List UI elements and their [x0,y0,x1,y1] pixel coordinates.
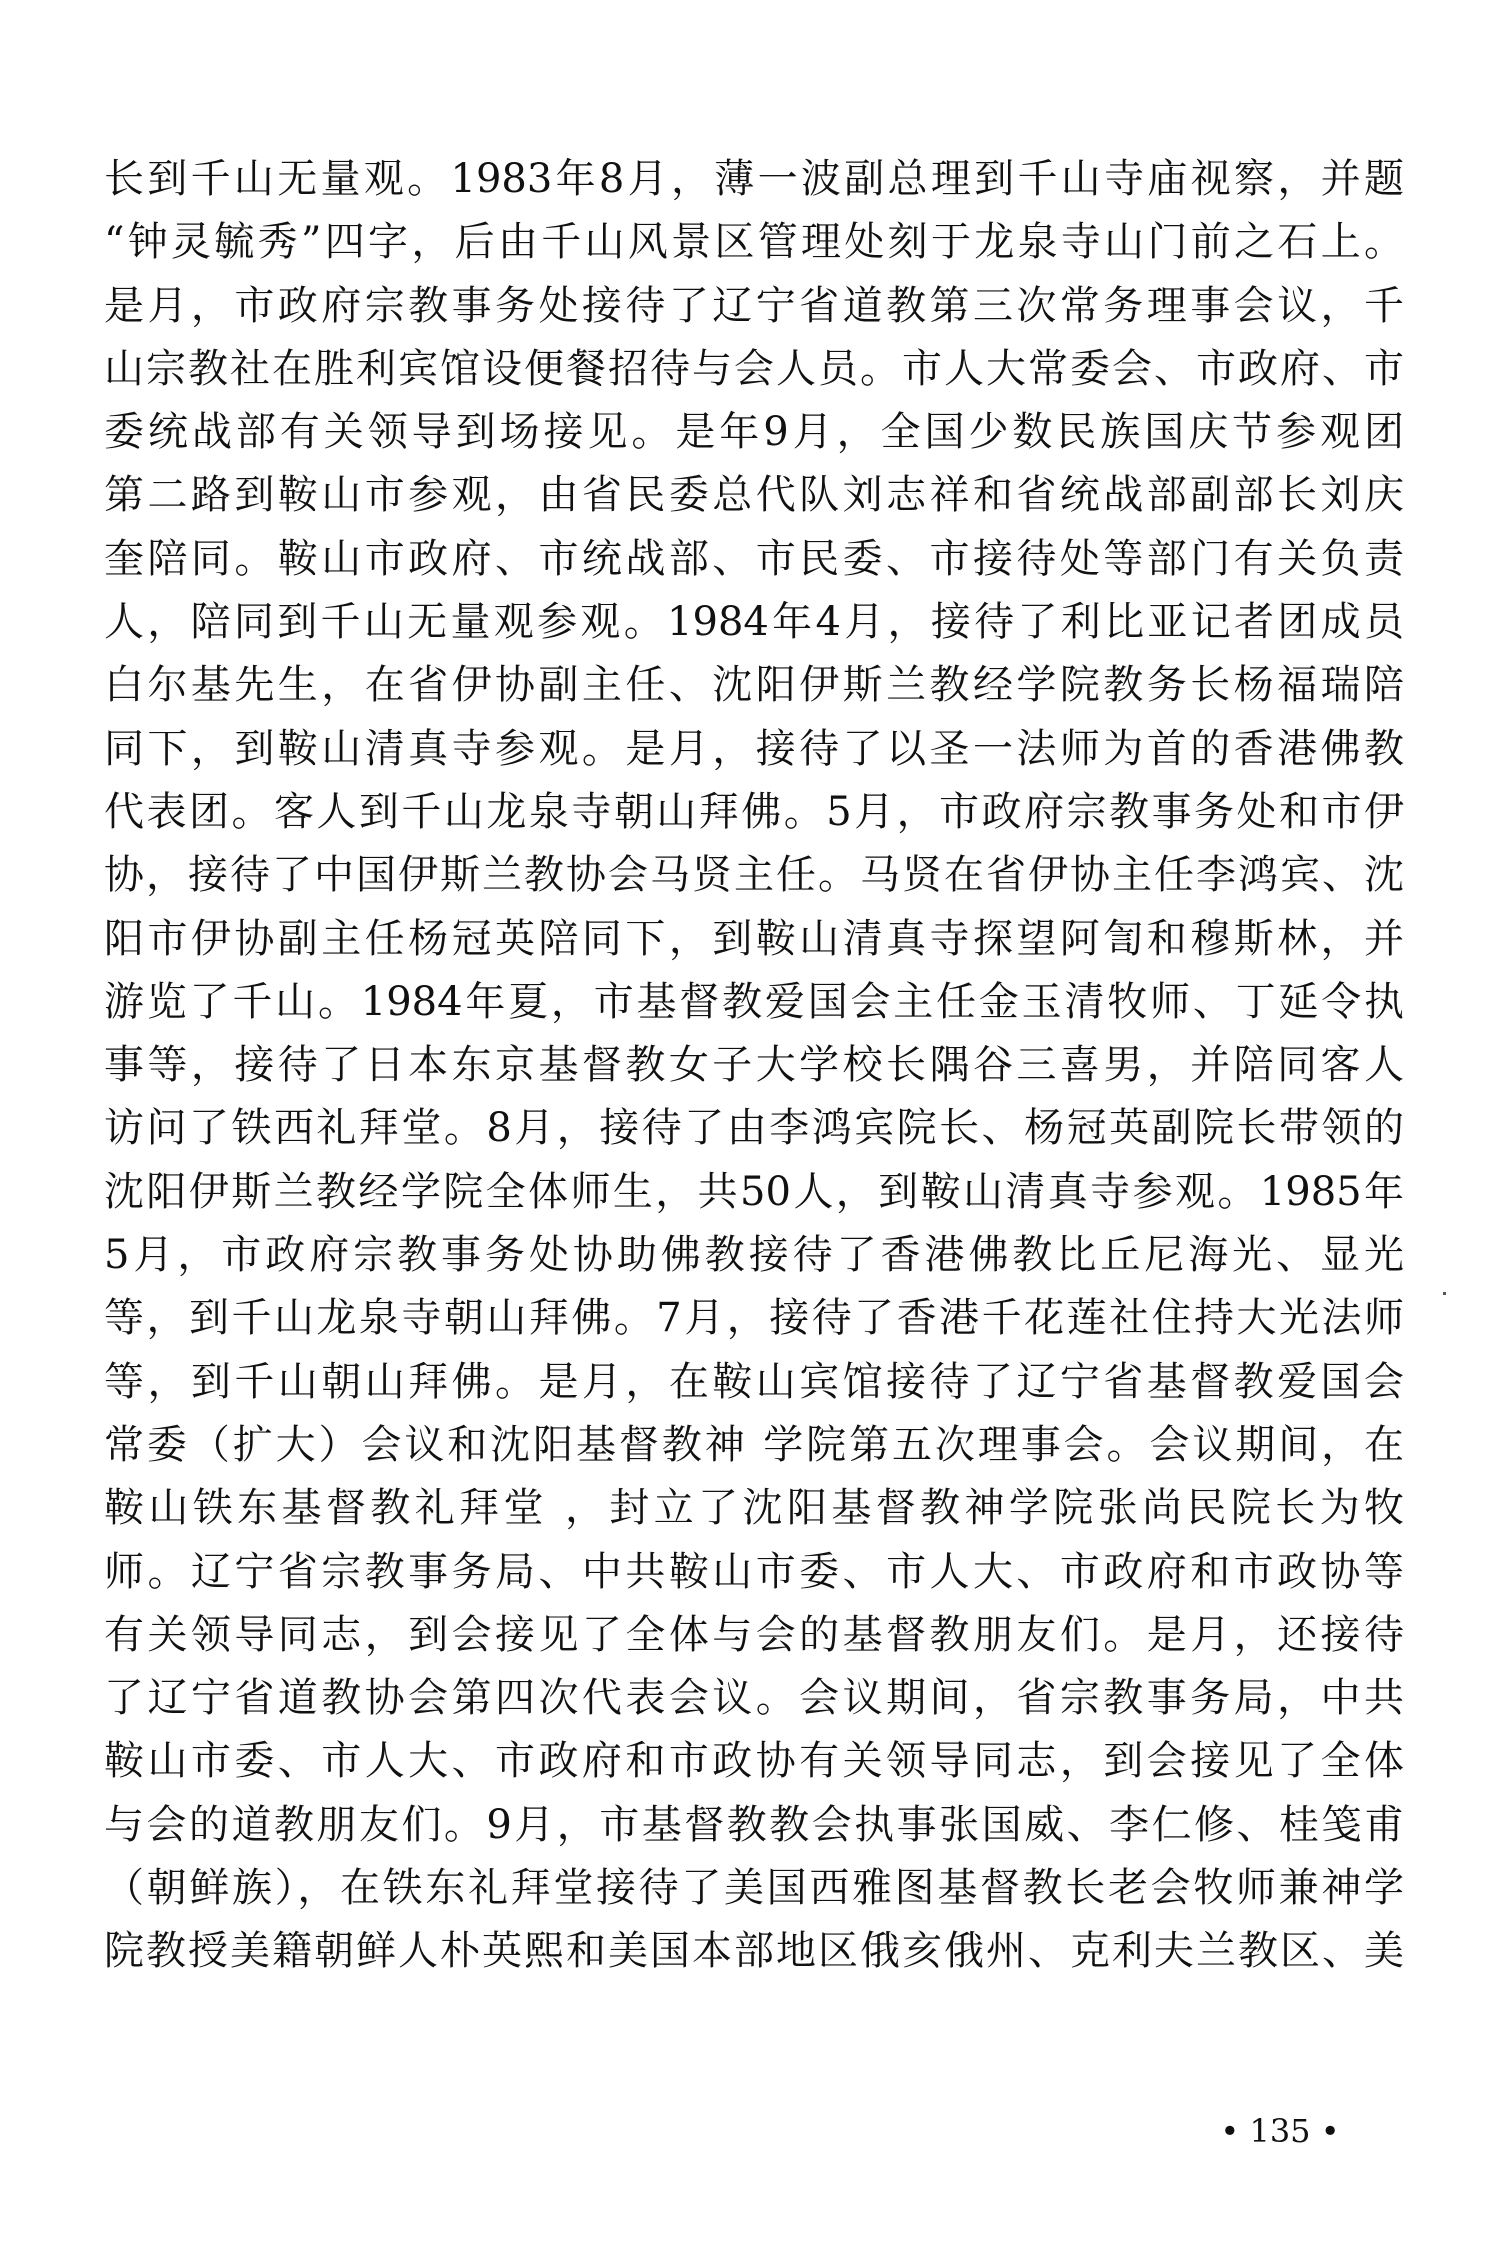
text-line: 访问了铁西礼拜堂。8月，接待了由李鸿宾院长、杨冠英副院长带领的 [104,1105,1404,1152]
text-line: 委统战部有关领导到场接见。是年9月，全国少数民族国庆节参观团 [104,409,1404,456]
text-line: 等，到千山龙泉寺朝山拜佛。7月，接待了香港千花莲社住持大光法师 [104,1295,1404,1342]
text-line: （朝鲜族），在铁东礼拜堂接待了美国西雅图基督教长老会牧师兼神学 [104,1865,1404,1912]
text-line: 游览了千山。1984年夏，市基督教爱国会主任金玉清牧师、丁延令执 [104,978,1404,1025]
scan-speck [1443,1292,1446,1295]
text-line: 了辽宁省道教协会第四次代表会议。会议期间，省宗教事务局，中共 [104,1675,1404,1722]
text-line: “钟灵毓秀”四字，后由千山风景区管理处刻于龙泉寺山门前之石上。 [104,219,1404,266]
text-line: 第二路到鞍山市参观，由省民委总代队刘志祥和省统战部副部长刘庆 [104,472,1404,519]
text-line: 常委（扩大）会议和沈阳基督教神 学院第五次理事会。会议期间，在 [104,1421,1404,1468]
text-line: 奎陪同。鞍山市政府、市统战部、市民委、市接待处等部门有关负责 [104,535,1404,582]
text-line: 与会的道教朋友们。9月，市基督教教会执事张国威、李仁修、桂笺甫 [104,1801,1404,1848]
text-line: 鞍山市委、市人大、市政府和市政协有关领导同志，到会接见了全体 [104,1738,1404,1785]
text-line: 长到千山无量观。1983年8月，薄一波副总理到千山寺庙视察，并题 [104,156,1404,202]
text-line: 人，陪同到千山无量观参观。1984年4月，接待了利比亚记者团成员 [104,599,1404,646]
text-line: 鞍山铁东基督教礼拜堂 ，封立了沈阳基督教神学院张尚民院长为牧 [104,1485,1404,1532]
body-text [104,148,1404,1984]
text-line: 有关领导同志，到会接见了全体与会的基督教朋友们。是月，还接待 [104,1611,1404,1658]
text-line: 等，到千山朝山拜佛。是月，在鞍山宾馆接待了辽宁省基督教爱国会 [104,1358,1404,1405]
text-line: 沈阳伊斯兰教经学院全体师生，共50人，到鞍山清真寺参观。1985年 [104,1168,1404,1215]
text-line: 协，接待了中国伊斯兰教协会马贤主任。马贤在省伊协主任李鸿宾、沈 [104,852,1404,899]
text-line: 事等，接待了日本东京基督教女子大学校长隅谷三喜男，并陪同客人 [104,1042,1404,1089]
text-line: 阳市伊协副主任杨冠英陪同下，到鞍山清真寺探望阿訇和穆斯林，并 [104,915,1404,962]
text-line: 山宗教社在胜利宾馆设便餐招待与会人员。市人大常委会、市政府、市 [104,345,1404,392]
text-line: 代表团。客人到千山龙泉寺朝山拜佛。5月，市政府宗教事务处和市伊 [104,788,1404,835]
text-line: 同下，到鞍山清真寺参观。是月，接待了以圣一法师为首的香港佛教 [104,725,1404,772]
page-number: • 135 • [1220,2112,1340,2150]
text-line: 5月，市政府宗教事务处协助佛教接待了香港佛教比丘尼海光、显光 [104,1232,1404,1279]
text-line: 院教授美籍朝鲜人朴英熙和美国本部地区俄亥俄州、克利夫兰教区、美 [104,1928,1404,1975]
text-line: 白尔基先生，在省伊协副主任、沈阳伊斯兰教经学院教务长杨福瑞陪 [104,662,1404,709]
text-line: 师。辽宁省宗教事务局、中共鞍山市委、市人大、市政府和市政协等 [104,1548,1404,1595]
text-line: 是月，市政府宗教事务处接待了辽宁省道教第三次常务理事会议，千 [104,282,1404,329]
